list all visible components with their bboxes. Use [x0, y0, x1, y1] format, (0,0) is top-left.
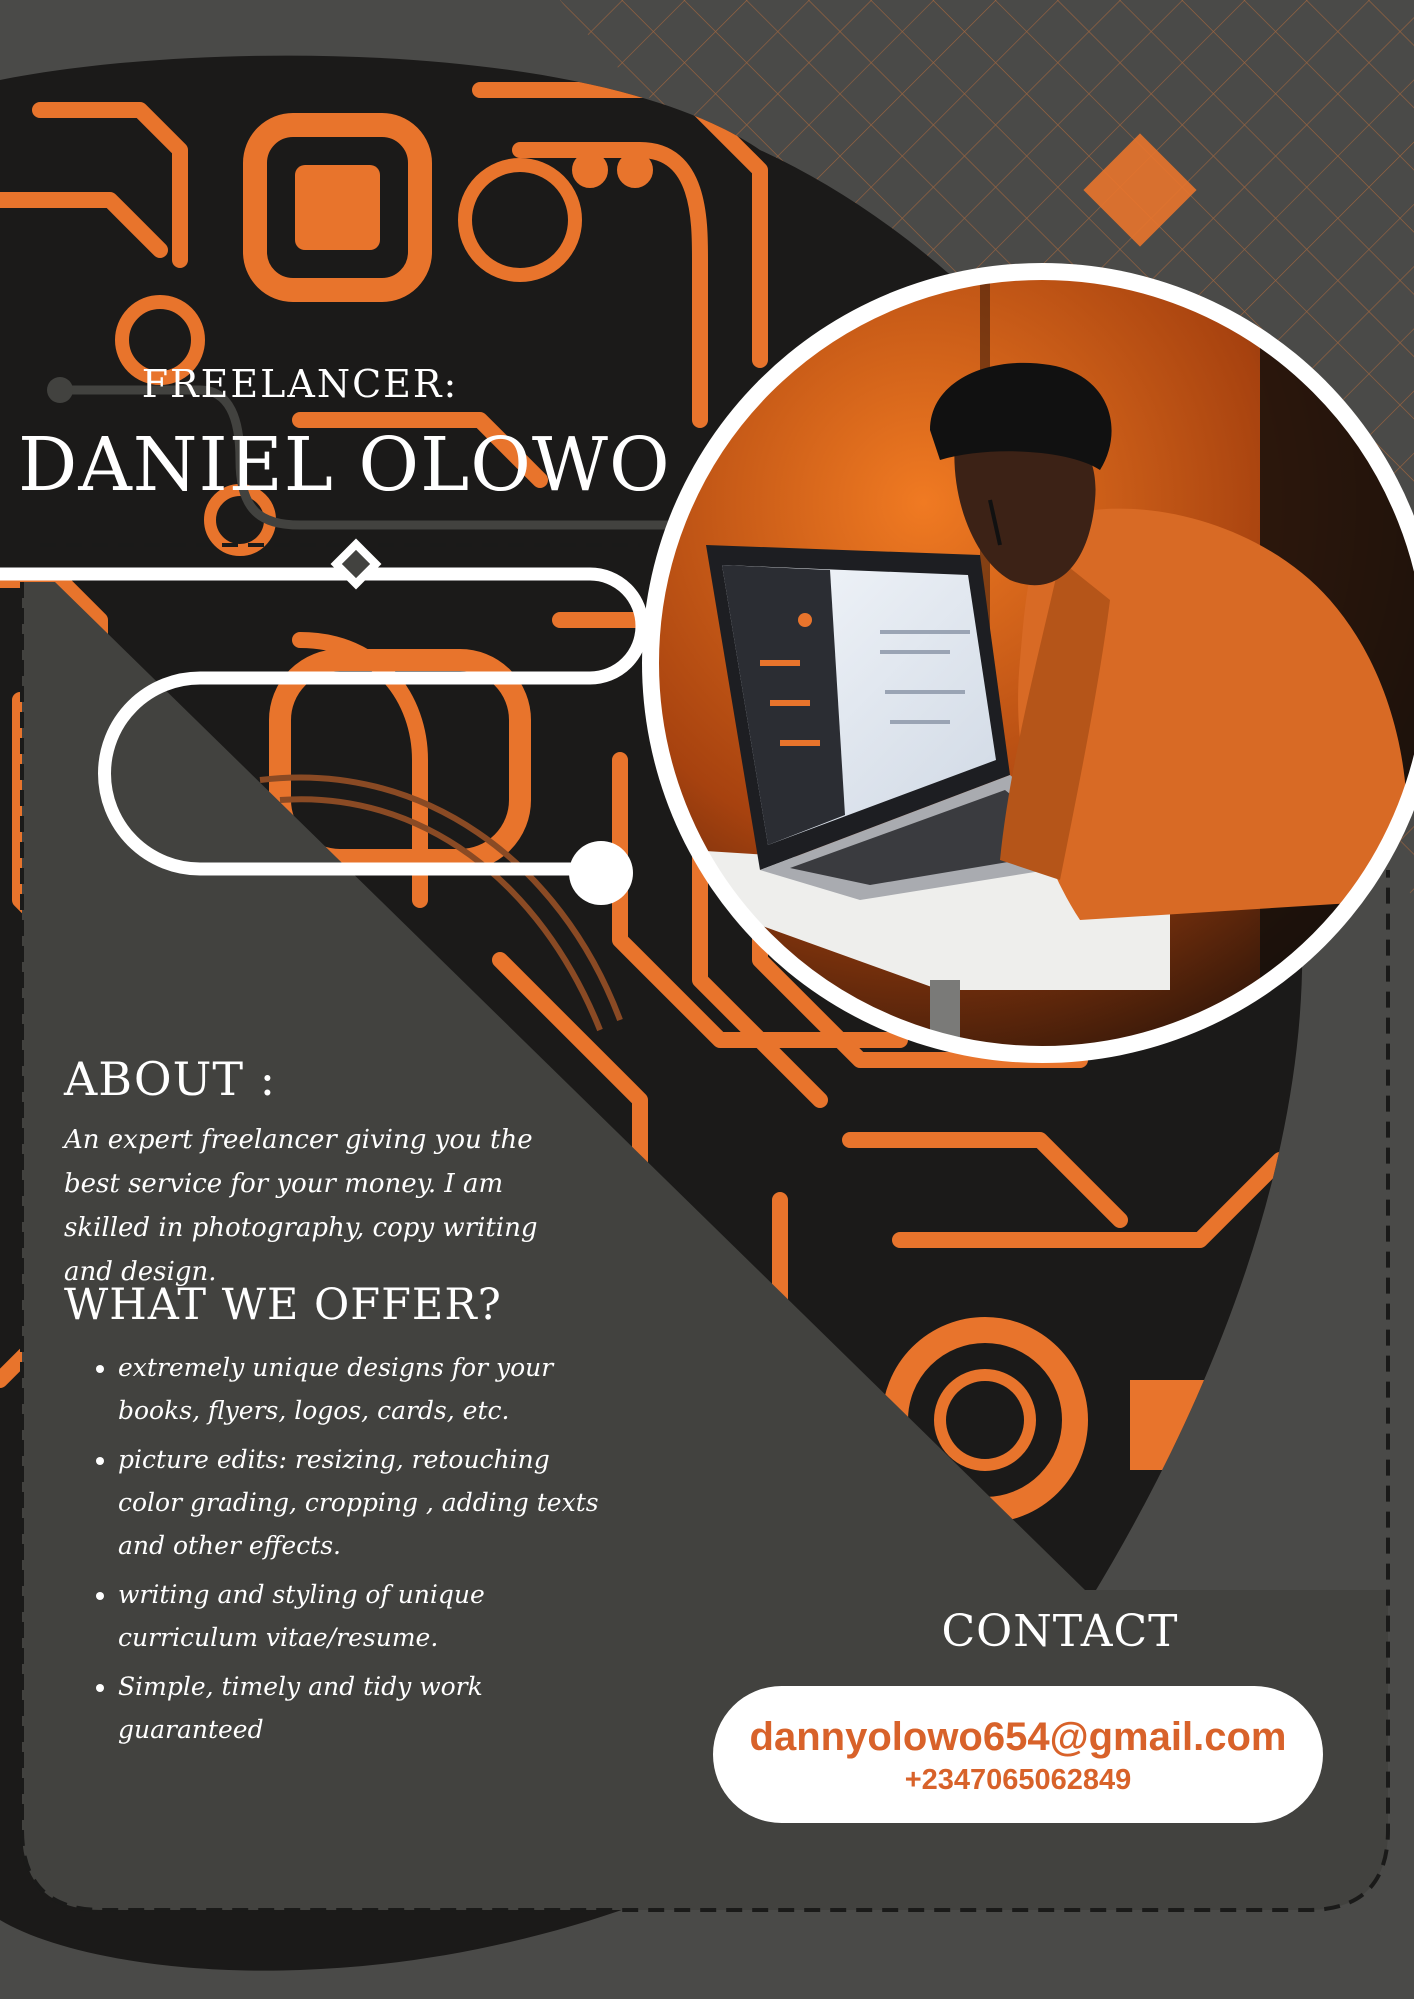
offer-item-picture-edits: • picture edits: resizing, retouching color grading, cropping , adding texts and other effects.: [118, 1438, 608, 1567]
freelancer-name: DANIEL OLOWO: [18, 422, 671, 508]
contact-heading: CONTACT: [941, 1606, 1179, 1657]
about-text: An expert freelancer giving you the best service for your money. I am skilled in photography, copy writing and design.: [64, 1125, 538, 1287]
offer-item-guarantee: • Simple, timely and tidy work guaranteed: [118, 1665, 608, 1751]
offer-list: [78, 1346, 608, 1757]
about-heading: ABOUT :: [64, 1052, 277, 1106]
offer-heading: WHAT WE OFFER?: [64, 1280, 502, 1330]
contact-phone[interactable]: +2347065062849: [904, 1763, 1132, 1796]
freelancer-subtitle: FREELANCER:: [141, 362, 459, 406]
contact-card: [713, 1686, 1323, 1823]
offer-item-resume-writing: • writing and styling of unique curriculum vitae/resume.: [118, 1573, 608, 1659]
offer-item-designs: • extremely unique designs for your books, flyers, logos, cards, etc.: [118, 1346, 608, 1432]
contact-email[interactable]: dannyolowo654@gmail.com: [749, 1714, 1287, 1759]
